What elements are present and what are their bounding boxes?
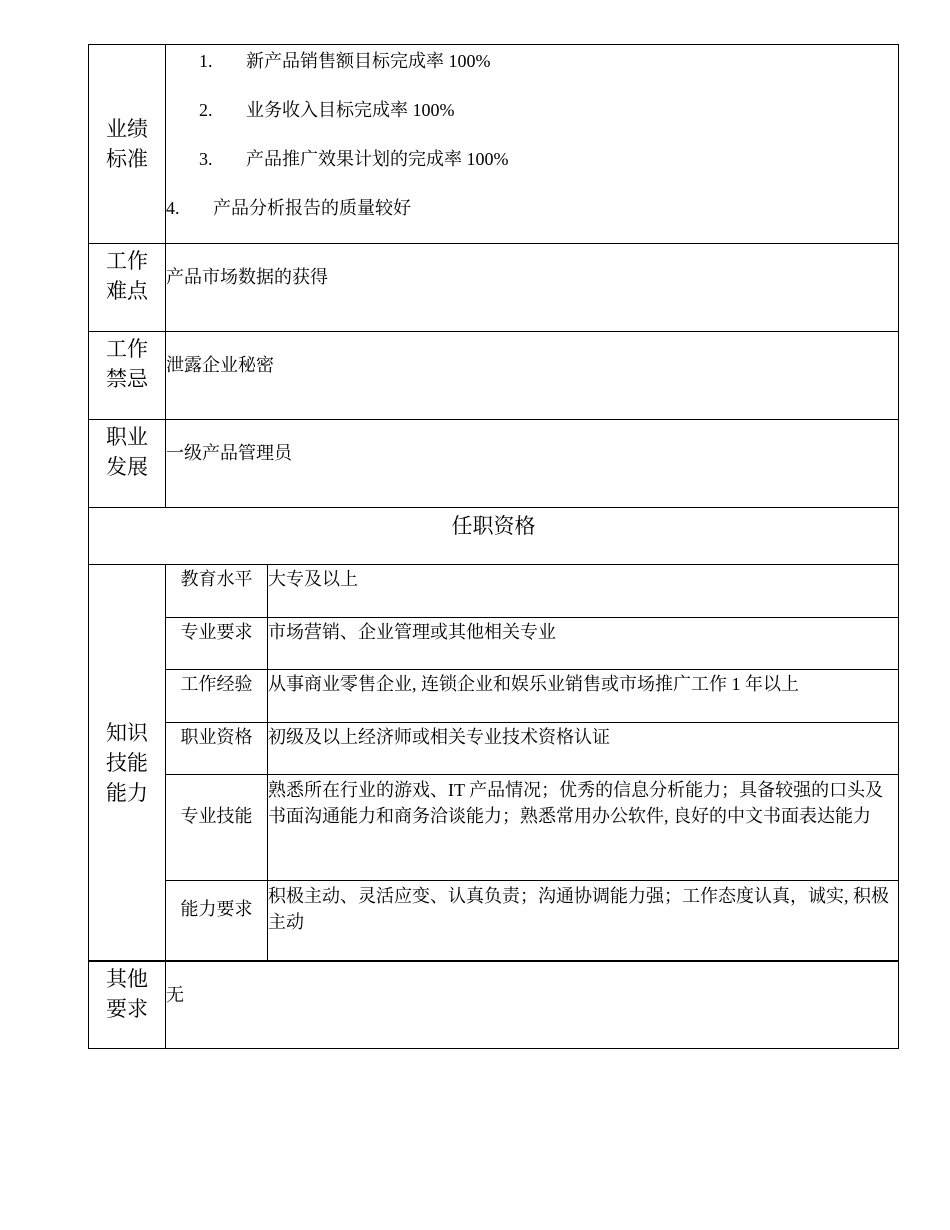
certificate-label: 职业资格 — [166, 723, 268, 774]
qualification-group — [89, 565, 898, 961]
taboo-row — [89, 332, 898, 420]
career-value: 一级产品管理员 — [166, 443, 292, 463]
performance-item: 3. 产品推广效果计划的完成率 100% — [199, 149, 509, 169]
experience-value: 从事商业零售企业, 连锁企业和娱乐业销售或市场推广工作 1 年以上 — [268, 674, 799, 694]
education-value: 大专及以上 — [268, 569, 358, 589]
qualification-title: 任职资格 — [451, 514, 536, 538]
ability-label: 能力要求 — [166, 881, 268, 961]
career-row — [89, 420, 898, 508]
education-label: 教育水平 — [166, 565, 268, 617]
skills-value: 熟悉所在行业的游戏、IT 产品情况；优秀的信息分析能力；具备较强的口头及书面沟通能力和商务洽谈能力；熟悉常用办公软件, 良好的中文书面表达能力 — [268, 780, 884, 826]
difficulty-value: 产品市场数据的获得 — [166, 267, 328, 287]
taboo-value: 泄露企业秘密 — [166, 355, 274, 375]
qualification-row-skills — [166, 775, 898, 881]
performance-items — [166, 45, 898, 243]
performance-item: 1. 新产品销售额目标完成率 100% — [199, 51, 491, 71]
career-label: 职业发展 — [89, 420, 166, 507]
other-row — [89, 961, 898, 1049]
qualification-row-ability — [166, 881, 898, 961]
qualification-row-education — [166, 565, 898, 618]
job-description-table — [88, 44, 899, 1049]
performance-item: 4. 产品分析报告的质量较好 — [166, 198, 411, 218]
qualification-row-certificate — [166, 723, 898, 775]
skills-label: 专业技能 — [166, 775, 268, 880]
taboo-label: 工作禁忌 — [89, 332, 166, 419]
performance-row — [89, 45, 898, 244]
difficulty-row — [89, 244, 898, 332]
performance-item: 2. 业务收入目标完成率 100% — [199, 100, 455, 120]
difficulty-label: 工作难点 — [89, 244, 166, 331]
performance-label: 业绩标准 — [89, 45, 166, 243]
ability-value: 积极主动、灵活应变、认真负责；沟通协调能力强；工作态度认真，诚实, 积极主动 — [268, 886, 889, 932]
other-label: 其他要求 — [89, 962, 166, 1049]
certificate-value: 初级及以上经济师或相关专业技术资格认证 — [268, 727, 610, 747]
other-value: 无 — [166, 985, 184, 1005]
qualification-title-row — [89, 508, 898, 565]
qualification-row-experience — [166, 670, 898, 723]
qualification-group-label: 知识技能能力 — [89, 565, 166, 960]
major-label: 专业要求 — [166, 618, 268, 669]
major-value: 市场营销、企业管理或其他相关专业 — [268, 622, 556, 642]
experience-label: 工作经验 — [166, 670, 268, 722]
qualification-row-major — [166, 618, 898, 670]
